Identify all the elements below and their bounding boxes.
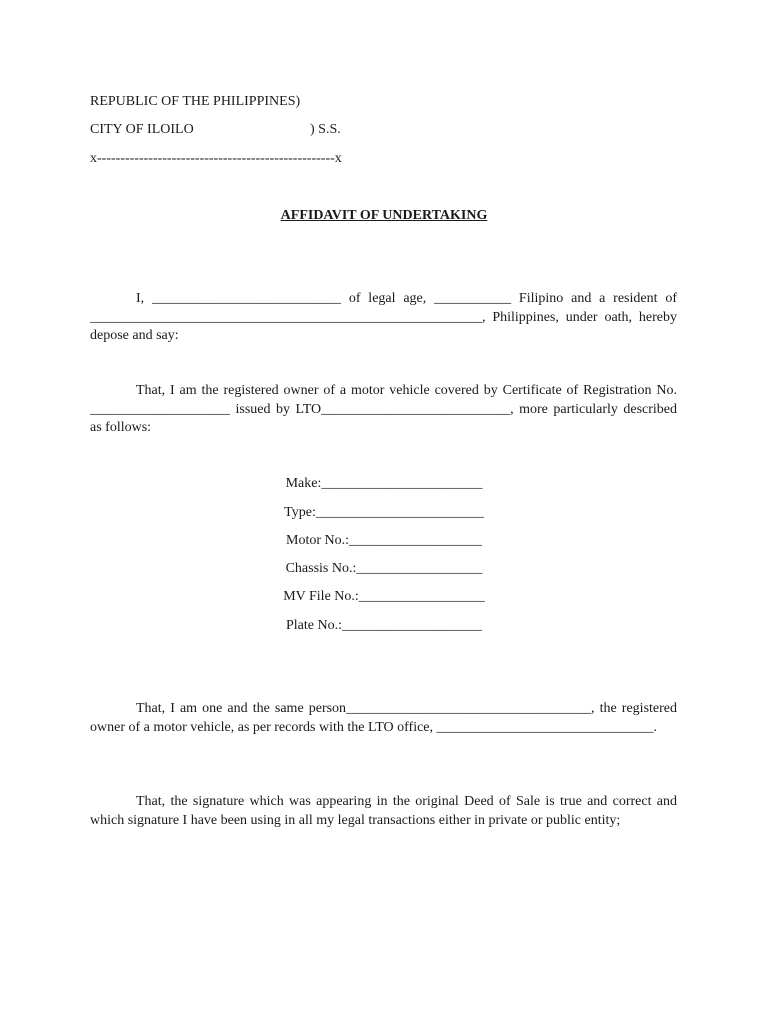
document-title: AFFIDAVIT OF UNDERTAKING <box>280 208 488 223</box>
paragraph-affiant: I, ___________________________ of legal age, ___________ Filipino and a resident of ________________________________________________________, Philippines, under oath, hereby depose and say: <box>90 291 677 343</box>
paragraph-same-person: That, I am one and the same person___________________________________, the registered owner of a motor vehicle, as per records with the LTO office, _______________________________. <box>90 701 677 735</box>
paragraph-registration: That, I am the registered owner of a motor vehicle covered by Certificate of Registration No. ____________________ issued by LTO___________________________, more particularly described as follows: <box>90 383 677 435</box>
field-plate-no: Plate No.:____________________ <box>286 618 482 633</box>
field-motor-no: Motor No.:___________________ <box>286 533 482 548</box>
field-chassis-no: Chassis No.:__________________ <box>285 561 483 576</box>
field-make: Make:_______________________ <box>285 476 483 491</box>
venue-republic: REPUBLIC OF THE PHILIPPINES) <box>90 94 301 109</box>
paragraph-signature: That, the signature which was appearing in the original Deed of Sale is true and correct and which signature I have been using in all my legal transactions either in private or public entity; <box>90 794 677 828</box>
venue-city: CITY OF ILOILO <box>90 122 194 137</box>
field-mv-file-no: MV File No.:__________________ <box>283 589 485 604</box>
venue-ss: ) S.S. <box>310 122 341 137</box>
field-type: Type:________________________ <box>284 505 484 520</box>
header-separator: x---------------------------------------------------x <box>90 151 342 166</box>
